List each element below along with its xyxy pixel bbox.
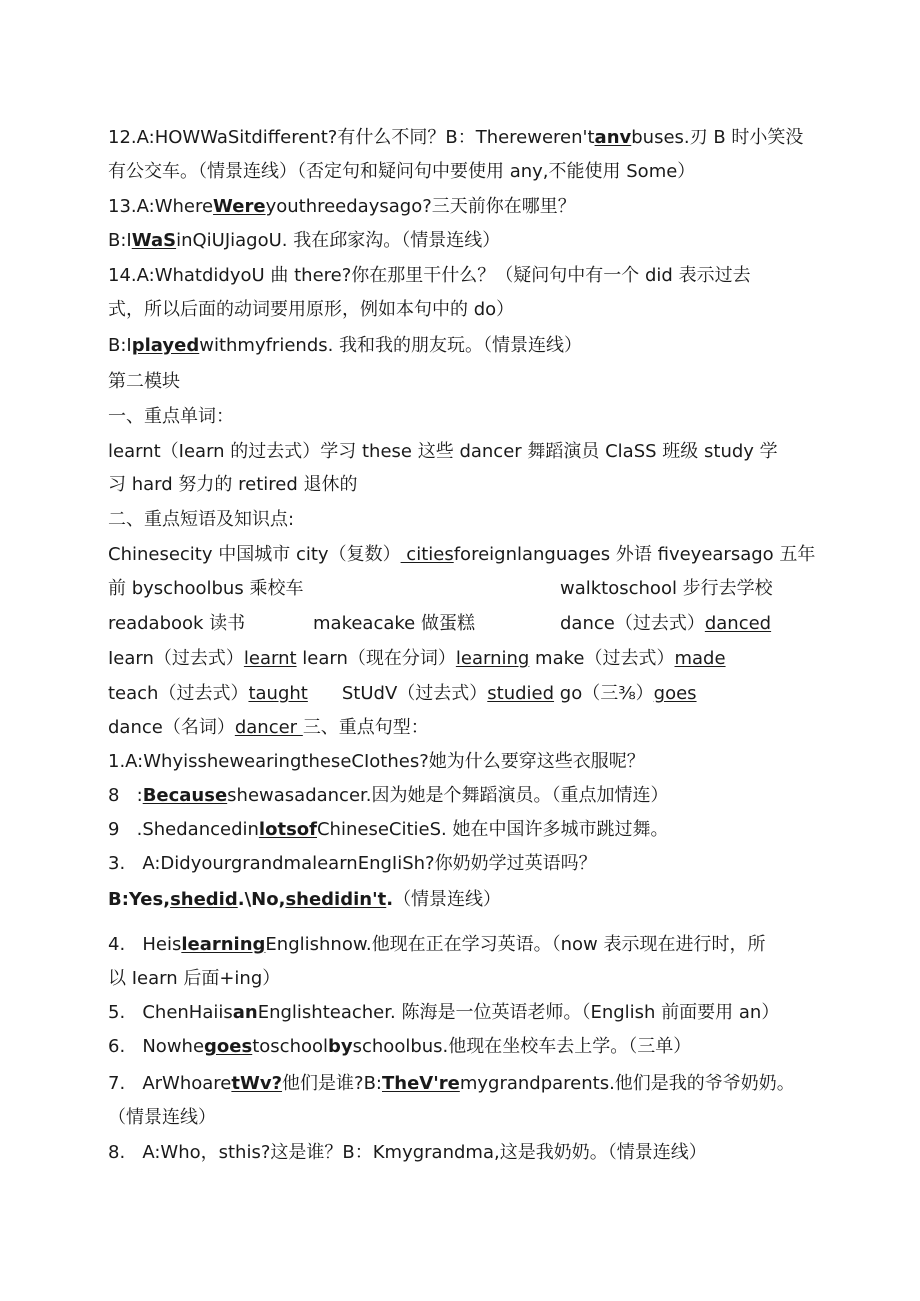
text-line-13 bbox=[108, 542, 815, 568]
text-segment: （情景连线） bbox=[393, 889, 502, 910]
phrase-cell: walktoschool 步行去学校 bbox=[560, 578, 773, 599]
text-segment: .\No, bbox=[237, 889, 286, 910]
text-segment: B:I bbox=[108, 230, 132, 251]
text-segment: ChineseCitieS. 她在中国许多城市跳过舞。 bbox=[316, 819, 669, 840]
text-line-27 bbox=[108, 1034, 691, 1060]
emphasized-word: learning bbox=[181, 934, 266, 955]
text-line-23 bbox=[108, 887, 501, 913]
underlined-word: danced bbox=[704, 613, 772, 634]
text-line-21 bbox=[108, 817, 668, 843]
text-line-5: 14.A:WhatdidyoU 曲 there?你在那里干什么？（疑问句中有一个 did 表示过去 bbox=[108, 265, 751, 286]
text-line-17 bbox=[108, 681, 697, 707]
text-segment: 9 .Shedancedin bbox=[108, 819, 259, 840]
emphasized-word: TheV're bbox=[382, 1073, 460, 1094]
text-segment: Chinesecity 中国城市 city（复数） bbox=[108, 544, 401, 565]
section-heading-sentences: 三、重点句型： bbox=[302, 717, 429, 738]
text-segment: 6. Nowhe bbox=[108, 1036, 205, 1057]
text-line-6: 式，所以后面的动词要用原形，例如本句中的 do） bbox=[108, 299, 515, 320]
text-segment: 13.A:Where bbox=[108, 196, 214, 217]
text-line-4 bbox=[108, 228, 500, 254]
text-line-25: 以 Iearn 后面+ing） bbox=[108, 968, 281, 989]
emphasized-word: shedidin't bbox=[285, 889, 387, 910]
text-segment: inQiUJiagoU. 我在邱家沟。（情景连线） bbox=[176, 230, 501, 251]
emphasized-word: shedid bbox=[170, 889, 238, 910]
emphasized-word: WaS bbox=[131, 230, 177, 251]
section-heading-words: 一、重点单词： bbox=[108, 406, 234, 427]
text-line-28 bbox=[108, 1071, 795, 1097]
underlined-word: studied bbox=[487, 683, 555, 704]
text-segment: youthreedaysago?三天前你在哪里？ bbox=[265, 196, 576, 217]
emphasized-word: Because bbox=[142, 785, 228, 806]
text-segment: 他们是谁?B: bbox=[282, 1073, 382, 1094]
phrase-cell bbox=[560, 611, 771, 637]
text-segment: teach（过去式） bbox=[108, 683, 249, 704]
emphasized-word: Were bbox=[213, 196, 266, 217]
emphasized-word: anv bbox=[594, 127, 632, 148]
emphasized-word: tWv? bbox=[231, 1073, 283, 1094]
underlined-word: learning bbox=[455, 648, 530, 669]
text-segment: learn（现在分词） bbox=[296, 648, 456, 669]
phrase-cell: makeacake 做蛋糕 bbox=[313, 613, 475, 634]
text-segment: dance（过去式） bbox=[560, 613, 705, 634]
text-line-1 bbox=[108, 125, 803, 151]
text-line-2: 有公交车。（情景连线）（否定句和疑问句中要使用 any,不能使用 Some） bbox=[108, 161, 696, 182]
text-line-3 bbox=[108, 194, 576, 220]
phrase-cell: readabook 读书 bbox=[108, 613, 246, 634]
underlined-word: dancer bbox=[234, 717, 303, 738]
text-line-11: 习 hard 努力的 retired 退休的 bbox=[108, 474, 358, 495]
underlined-word: taught bbox=[248, 683, 308, 704]
text-segment: shewasadancer.因为她是个舞蹈演员。（重点加情连） bbox=[227, 785, 669, 806]
section-heading-phrases: 二、重点短语及知识点: bbox=[108, 509, 295, 530]
text-segment: B:I bbox=[108, 335, 132, 356]
text-line-18 bbox=[108, 715, 429, 741]
emphasized-word: goes bbox=[204, 1036, 253, 1057]
module-heading: 第二模块 bbox=[108, 371, 180, 392]
text-line-24 bbox=[108, 932, 766, 958]
text-segment: Iearn（过去式） bbox=[108, 648, 244, 669]
underlined-word: goes bbox=[653, 683, 697, 704]
text-segment: make（过去式） bbox=[529, 648, 675, 669]
text-line-20 bbox=[108, 783, 669, 809]
text-segment: schoolbus.他现在坐校车去上学。（三单） bbox=[352, 1036, 692, 1057]
text-line-22: 3. A:DidyourgrandmalearnEngIiSh?你奶奶学过英语吗？ bbox=[108, 853, 597, 874]
text-segment: mygrandparents.他们是我的爷爷奶奶。 bbox=[459, 1073, 795, 1094]
emphasized-word: played bbox=[131, 335, 200, 356]
emphasized-word: by bbox=[328, 1036, 353, 1057]
text-segment: B:Yes, bbox=[108, 889, 171, 910]
text-segment: Englishteacher. 陈海是一位英语老师。（English 前面要用 an） bbox=[257, 1002, 780, 1023]
emphasized-word: lotsof bbox=[258, 819, 317, 840]
underlined-word: learnt bbox=[243, 648, 297, 669]
text-segment: 12.A:HOWWaSitdifferent?有什么不同？B：Thereweren't bbox=[108, 127, 595, 148]
text-segment: go（三⅜） bbox=[554, 683, 654, 704]
text-segment: StUdV（过去式） bbox=[341, 683, 488, 704]
text-segment: dance（名词） bbox=[108, 717, 235, 738]
text-segment: foreignlanguages 外语 fiveyearsago 五年 bbox=[453, 544, 816, 565]
underlined-word: cities bbox=[400, 544, 454, 565]
text-segment: buses.刃 B 时小笑没 bbox=[631, 127, 804, 148]
text-segment: 4. Heis bbox=[108, 934, 182, 955]
text-line-26 bbox=[108, 1000, 779, 1026]
text-segment: . bbox=[386, 889, 394, 910]
text-line-10: learnt（Iearn 的过去式）学习 these 这些 dancer 舞蹈演员 ClaSS 班级 study 学 bbox=[108, 441, 778, 462]
text-segment: 7. ArWhoare bbox=[108, 1073, 232, 1094]
text-line-29: （情景连线） bbox=[108, 1107, 216, 1128]
text-segment: withmyfriends. 我和我的朋友玩。（情景连线） bbox=[199, 335, 583, 356]
text-segment: 5. ChenHaiis bbox=[108, 1002, 233, 1023]
text-line-16 bbox=[108, 646, 726, 672]
text-segment: Englishnow.他现在正在学习英语。（now 表示现在进行时，所 bbox=[265, 934, 766, 955]
text-line-19: 1.A:WhyisshewearingtheseCIothes?她为什么要穿这些衣服呢？ bbox=[108, 751, 645, 772]
emphasized-word: an bbox=[232, 1002, 258, 1023]
phrase-cell: 前 byschoolbus 乘校车 bbox=[108, 578, 304, 599]
underlined-word: made bbox=[674, 648, 726, 669]
text-segment: toschool bbox=[252, 1036, 328, 1057]
text-segment: 8 : bbox=[108, 785, 143, 806]
text-line-7 bbox=[108, 333, 582, 359]
text-line-30: 8. A:Who，sthis?这是谁？B：Kmygrandma,这是我奶奶。（情景连线） bbox=[108, 1142, 707, 1163]
